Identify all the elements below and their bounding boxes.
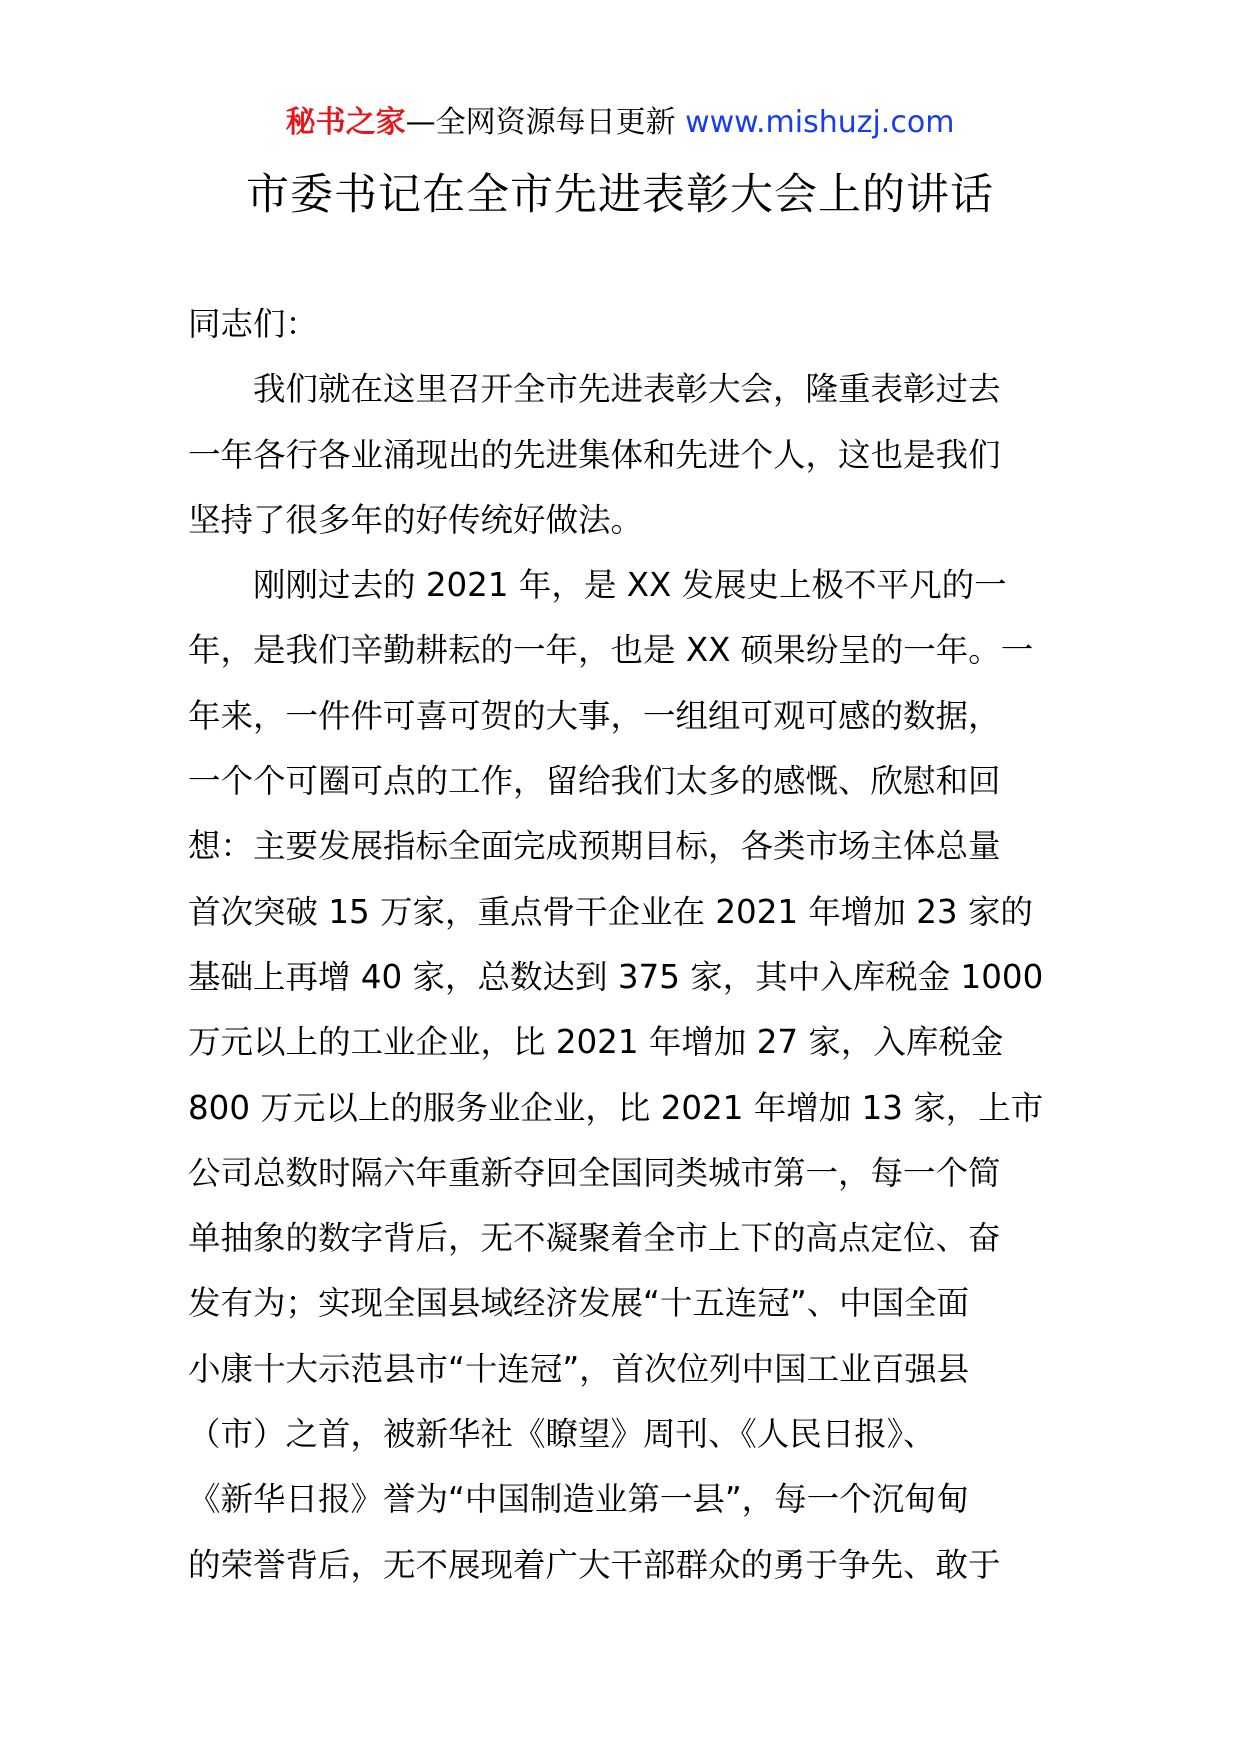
paragraph-line: （市）之首，被新华社《瞭望》周刊、《人民日报》、	[188, 1415, 936, 1454]
paragraph-line: 首次突破 15 万家，重点骨干企业在 2021 年增加 23 家的	[188, 892, 1033, 931]
paragraph-line: 小康十大示范县市“十连冠”，首次位列中国工业百强县	[188, 1349, 970, 1388]
brand-name: 秘书之家	[285, 105, 406, 140]
site-url-link[interactable]: www.mishuzj.com	[675, 105, 955, 140]
paragraph-line: 万元以上的工业企业，比 2021 年增加 27 家，入库税金	[188, 1023, 1004, 1062]
paragraph-line: 基础上再增 40 家，总数达到 375 家，其中入库税金 1000	[188, 957, 1044, 996]
paragraph-line: 800 万元以上的服务业企业，比 2021 年增加 13 家，上市	[188, 1088, 1044, 1127]
paragraph-line: 的荣誉背后，无不展现着广大干部群众的勇于争先、敢于	[188, 1545, 1001, 1584]
paragraph-line: 想：主要发展指标全面完成预期目标，各类市场主体总量	[188, 827, 1001, 866]
paragraph-line: 年来，一件件可喜可贺的大事，一组组可观可感的数据，	[188, 696, 1001, 735]
site-header	[0, 100, 1240, 146]
salutation: 同志们：	[188, 305, 319, 343]
paragraph-line: 坚持了很多年的好传统好做法。	[188, 500, 644, 539]
paragraph-line: 我们就在这里召开全市先进表彰大会，隆重表彰过去	[253, 370, 1001, 409]
paragraph-line: 年，是我们辛勤耕耘的一年，也是 XX 硕果纷呈的一年。一	[188, 631, 1034, 670]
paragraph-line: 刚刚过去的 2021 年，是 XX 发展史上极不平凡的一	[253, 566, 1007, 605]
paragraph-line: 单抽象的数字背后，无不凝聚着全市上下的高点定位、奋	[188, 1219, 1001, 1258]
paragraph-line: 一年各行各业涌现出的先进集体和先进个人，这也是我们	[188, 435, 1001, 474]
document-body	[188, 292, 1058, 1598]
document-title: 市委书记在全市先进表彰大会上的讲话	[246, 170, 994, 220]
header-tagline: —全网资源每日更新	[405, 105, 676, 140]
paragraph-line: 发有为；实现全国县域经济发展“十五连冠”、中国全面	[188, 1284, 970, 1323]
paragraph-line: 公司总数时隔六年重新夺回全国同类城市第一，每一个简	[188, 1153, 1001, 1192]
paragraph-line: 《新华日报》誉为“中国制造业第一县”，每一个沉甸甸	[188, 1480, 970, 1519]
paragraph-line: 一个个可圈可点的工作，留给我们太多的感慨、欣慰和回	[188, 762, 1001, 801]
